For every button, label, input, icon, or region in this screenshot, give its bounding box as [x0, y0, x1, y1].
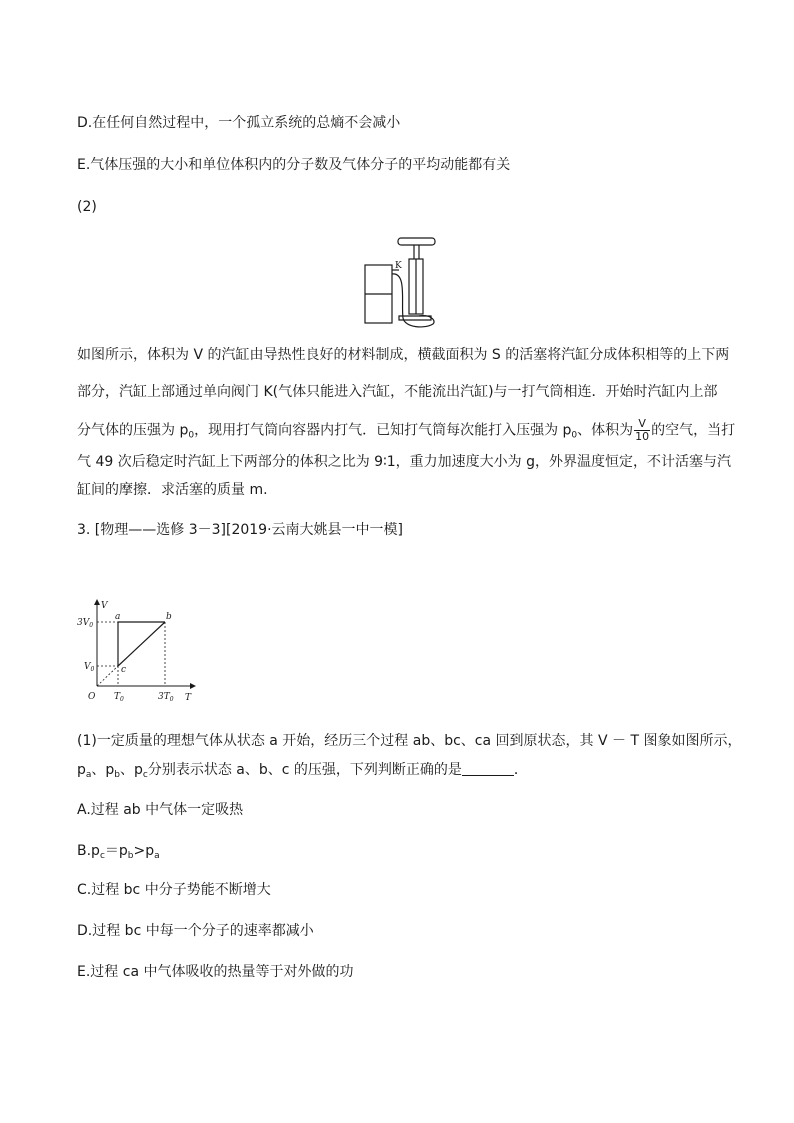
x-tick-t0: $T_0$	[114, 692, 124, 703]
point-label-b: b	[166, 612, 172, 622]
fraction-v-over-10: $\frac{V}{10}$	[635, 417, 650, 443]
problem-line-4: 气 49 次后稳定时汽缸上下两部分的体积之比为 9∶1，重力加速度大小为 g，外界温度恒定，不计活塞与汽	[77, 454, 731, 470]
option-e: E.气体压强的大小和单位体积内的分子数及气体分子的平均动能都有关	[77, 157, 511, 173]
q31-line-2: $p_a$、$p_b$、$p_c$分别表示状态 a、b、c 的压强，下列判断正确的是 ．	[77, 762, 528, 780]
problem-line-2: 部分，汽缸上部通过单向阀门 K(气体只能进入汽缸，不能流出汽缸)与一打气筒相连．开始时汽缸内上部	[77, 384, 718, 400]
q31-option-a: A.过程 ab 中气体一定吸热	[77, 802, 244, 818]
q31-option-c: C.过程 bc 中分子势能不断增大	[77, 882, 271, 898]
pump-cylinder-figure	[355, 232, 445, 330]
q31-option-d: D.过程 bc 中每一个分子的速率都减小	[77, 923, 314, 939]
problem-line-5: 缸间的摩擦．求活塞的质量 m.	[77, 482, 268, 498]
point-label-a: a	[115, 612, 121, 622]
part-2-label: (2)	[77, 199, 97, 215]
vt-graph	[75, 596, 200, 708]
q31-line-1: (1)一定质量的理想气体从状态 a 开始，经历三个过程 ab、bc、ca 回到原状态，其 V － T 图象如图所示，	[77, 733, 742, 749]
q31-option-e: E.过程 ca 中气体吸收的热量等于对外做的功	[77, 964, 354, 980]
answer-blank[interactable]	[462, 761, 514, 776]
valve-label: K	[395, 261, 402, 271]
y-tick-v0: $V_0$	[84, 662, 95, 673]
x-axis-label: T	[185, 693, 192, 703]
q31-option-b: $B.p_c=p_b>p_a$	[77, 843, 160, 861]
y-axis-label: V	[101, 601, 108, 611]
section-3-heading: 3. [物理——选修 3－3][2019·云南大姚县一中一模]	[77, 522, 403, 538]
y-tick-3v0: $3V_0$	[77, 618, 94, 629]
problem-line-3: 分气体的压强为 $p_0$，现用打气筒向容器内打气．已知打气筒每次能打入压强为 $p_0$、体积为 $\frac{V}{10}$ 的空气，当打	[77, 417, 736, 443]
point-label-c: c	[121, 665, 127, 675]
origin-label: O	[88, 692, 96, 702]
pump-handle	[398, 238, 435, 245]
problem-line-1: 如图所示，体积为 V 的汽缸由导热性良好的材料制成，横截面积为 S 的活塞将汽缸分成体积相等的上下两	[77, 347, 730, 363]
option-d: D.在任何自然过程中，一个孤立系统的总熵不会减小	[77, 115, 401, 131]
hose	[392, 274, 434, 327]
process-bc	[118, 622, 165, 666]
x-tick-3t0: $3T_0$	[158, 692, 174, 703]
